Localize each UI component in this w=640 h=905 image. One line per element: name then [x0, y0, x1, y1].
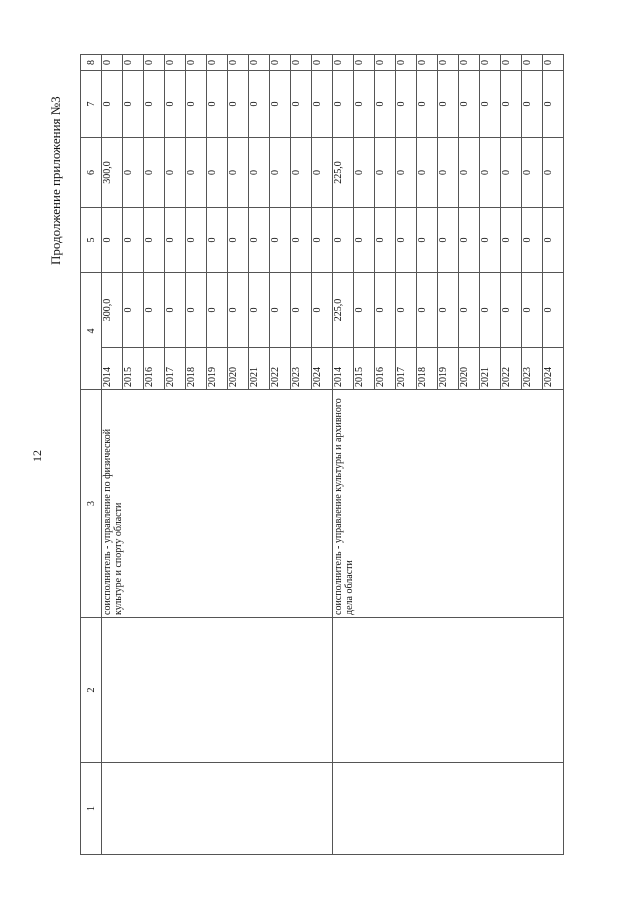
value-col6: 0: [228, 138, 249, 208]
value-col6: 0: [291, 138, 312, 208]
value-col8: 0: [459, 55, 480, 71]
year-cell: 2016: [144, 348, 165, 390]
value-col4: 0: [291, 273, 312, 348]
value-col6: 225,0: [333, 138, 354, 208]
year-cell: 2022: [270, 348, 291, 390]
value-col4: 225,0: [333, 273, 354, 348]
value-col4: 0: [417, 273, 438, 348]
value-col7: 0: [333, 71, 354, 138]
cell-col2: [102, 618, 333, 763]
value-col8: 0: [543, 55, 564, 71]
value-col5: 0: [291, 208, 312, 273]
year-cell: 2017: [165, 348, 186, 390]
value-col7: 0: [291, 71, 312, 138]
value-col4: 0: [354, 273, 375, 348]
value-col6: 0: [165, 138, 186, 208]
value-col7: 0: [165, 71, 186, 138]
funding-table: [80, 54, 564, 855]
appendix-caption: Продолжение приложения №3: [48, 96, 63, 265]
year-cell: 2019: [438, 348, 459, 390]
value-col4: 0: [375, 273, 396, 348]
value-col8: 0: [228, 55, 249, 71]
column-number: 7: [81, 71, 102, 138]
table-row: [333, 55, 354, 855]
value-col5: 0: [354, 208, 375, 273]
value-col5: 0: [186, 208, 207, 273]
year-cell: 2018: [417, 348, 438, 390]
value-col8: 0: [480, 55, 501, 71]
value-col7: 0: [417, 71, 438, 138]
value-col8: 0: [186, 55, 207, 71]
value-col8: 0: [123, 55, 144, 71]
value-col5: 0: [459, 208, 480, 273]
column-number-row: [81, 55, 102, 855]
year-cell: 2014: [333, 348, 354, 390]
value-col6: 0: [186, 138, 207, 208]
value-col5: 0: [228, 208, 249, 273]
value-col5: 0: [375, 208, 396, 273]
value-col4: 0: [144, 273, 165, 348]
year-cell: 2015: [354, 348, 375, 390]
value-col8: 0: [522, 55, 543, 71]
value-col7: 0: [270, 71, 291, 138]
value-col6: 0: [207, 138, 228, 208]
value-col5: 0: [501, 208, 522, 273]
value-col7: 0: [543, 71, 564, 138]
column-number: 6: [81, 138, 102, 208]
value-col5: 0: [207, 208, 228, 273]
column-number: 3: [81, 390, 102, 618]
year-cell: 2020: [228, 348, 249, 390]
value-col7: 0: [249, 71, 270, 138]
value-col5: 0: [102, 208, 123, 273]
value-col6: 0: [417, 138, 438, 208]
value-col6: 0: [501, 138, 522, 208]
value-col7: 0: [207, 71, 228, 138]
value-col7: 0: [438, 71, 459, 138]
cell-col1: [333, 763, 564, 855]
value-col7: 0: [459, 71, 480, 138]
value-col7: 0: [144, 71, 165, 138]
value-col8: 0: [291, 55, 312, 71]
year-cell: 2021: [249, 348, 270, 390]
value-col7: 0: [312, 71, 333, 138]
column-number: 8: [81, 55, 102, 71]
year-cell: 2016: [375, 348, 396, 390]
year-cell: 2018: [186, 348, 207, 390]
value-col6: 0: [522, 138, 543, 208]
column-number: 1: [81, 763, 102, 855]
value-col7: 0: [102, 71, 123, 138]
year-cell: 2015: [123, 348, 144, 390]
value-col5: 0: [522, 208, 543, 273]
value-col6: 0: [249, 138, 270, 208]
value-col5: 0: [333, 208, 354, 273]
column-number: 4: [81, 273, 102, 390]
value-col7: 0: [396, 71, 417, 138]
value-col5: 0: [123, 208, 144, 273]
value-col7: 0: [501, 71, 522, 138]
year-cell: 2020: [459, 348, 480, 390]
value-col8: 0: [438, 55, 459, 71]
value-col8: 0: [501, 55, 522, 71]
page-number: 12: [30, 450, 44, 462]
year-cell: 2019: [207, 348, 228, 390]
value-col8: 0: [375, 55, 396, 71]
value-col4: 0: [270, 273, 291, 348]
value-col6: 300,0: [102, 138, 123, 208]
value-col8: 0: [333, 55, 354, 71]
value-col8: 0: [354, 55, 375, 71]
value-col7: 0: [186, 71, 207, 138]
value-col7: 0: [228, 71, 249, 138]
value-col4: 300,0: [102, 273, 123, 348]
value-col5: 0: [480, 208, 501, 273]
column-number: 5: [81, 208, 102, 273]
value-col8: 0: [312, 55, 333, 71]
value-col7: 0: [123, 71, 144, 138]
value-col5: 0: [165, 208, 186, 273]
value-col4: 0: [312, 273, 333, 348]
value-col5: 0: [417, 208, 438, 273]
value-col4: 0: [207, 273, 228, 348]
value-col4: 0: [438, 273, 459, 348]
value-col4: 0: [522, 273, 543, 348]
value-col6: 0: [312, 138, 333, 208]
value-col6: 0: [144, 138, 165, 208]
value-col8: 0: [249, 55, 270, 71]
value-col5: 0: [249, 208, 270, 273]
value-col4: 0: [396, 273, 417, 348]
value-col6: 0: [480, 138, 501, 208]
value-col4: 0: [543, 273, 564, 348]
value-col6: 0: [543, 138, 564, 208]
value-col4: 0: [186, 273, 207, 348]
value-col5: 0: [144, 208, 165, 273]
year-cell: 2024: [543, 348, 564, 390]
value-col8: 0: [144, 55, 165, 71]
value-col4: 0: [123, 273, 144, 348]
value-col6: 0: [375, 138, 396, 208]
year-cell: 2017: [396, 348, 417, 390]
value-col6: 0: [123, 138, 144, 208]
value-col6: 0: [459, 138, 480, 208]
year-cell: 2023: [291, 348, 312, 390]
year-cell: 2024: [312, 348, 333, 390]
value-col5: 0: [270, 208, 291, 273]
value-col5: 0: [438, 208, 459, 273]
executor-cell: соисполнитель - управление по физической культуре и спорту области: [102, 390, 333, 618]
column-number: 2: [81, 618, 102, 763]
cell-col2: [333, 618, 564, 763]
table-row: [102, 55, 123, 855]
value-col4: 0: [165, 273, 186, 348]
value-col6: 0: [354, 138, 375, 208]
value-col7: 0: [480, 71, 501, 138]
value-col4: 0: [228, 273, 249, 348]
value-col7: 0: [375, 71, 396, 138]
executor-cell: соисполнитель - управление культуры и архивного дела области: [333, 390, 564, 618]
value-col6: 0: [270, 138, 291, 208]
value-col6: 0: [438, 138, 459, 208]
year-cell: 2014: [102, 348, 123, 390]
year-cell: 2021: [480, 348, 501, 390]
value-col7: 0: [354, 71, 375, 138]
cell-col1: [102, 763, 333, 855]
value-col4: 0: [459, 273, 480, 348]
value-col8: 0: [102, 55, 123, 71]
value-col5: 0: [312, 208, 333, 273]
value-col4: 0: [501, 273, 522, 348]
value-col5: 0: [396, 208, 417, 273]
value-col4: 0: [249, 273, 270, 348]
value-col8: 0: [270, 55, 291, 71]
year-cell: 2023: [522, 348, 543, 390]
value-col8: 0: [207, 55, 228, 71]
value-col8: 0: [165, 55, 186, 71]
table-body: [81, 55, 564, 855]
value-col4: 0: [480, 273, 501, 348]
value-col5: 0: [543, 208, 564, 273]
value-col6: 0: [396, 138, 417, 208]
value-col7: 0: [522, 71, 543, 138]
value-col8: 0: [396, 55, 417, 71]
year-cell: 2022: [501, 348, 522, 390]
value-col8: 0: [417, 55, 438, 71]
